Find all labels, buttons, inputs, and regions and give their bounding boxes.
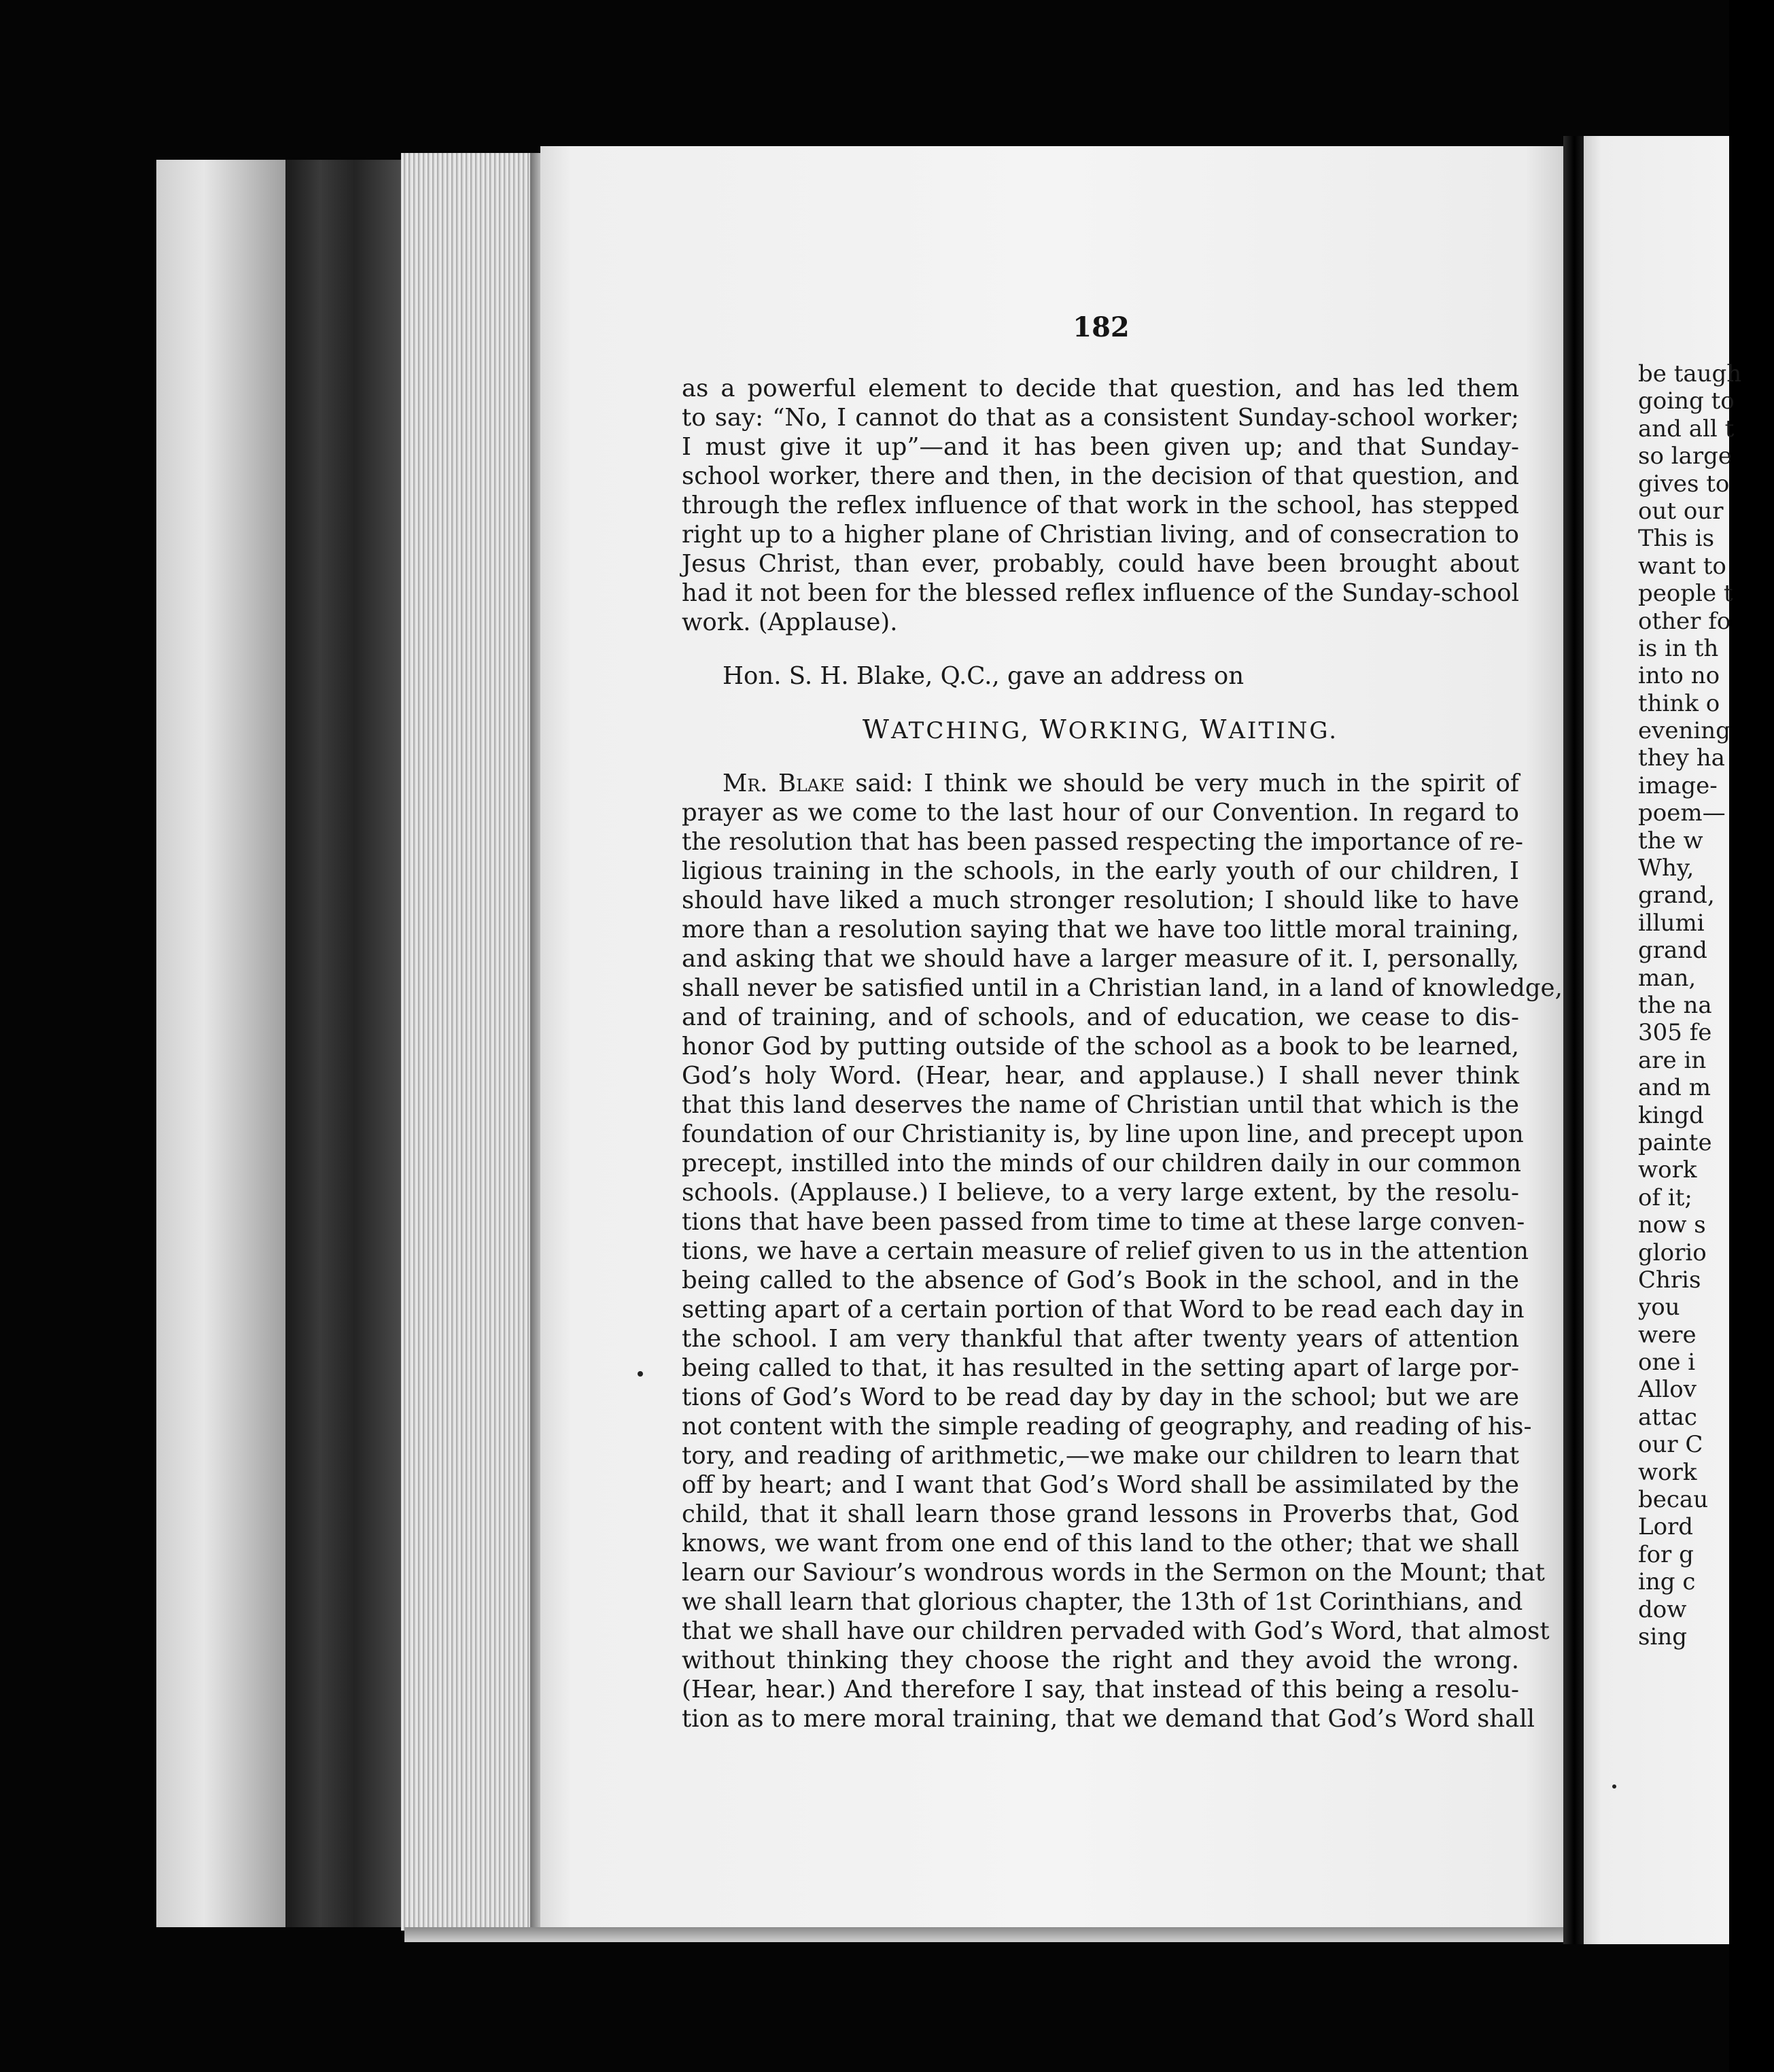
text-line: right up to a higher plane of Christian living, and of consecration to <box>682 521 1519 549</box>
speaker-said: said: I think we should be very much in the spirit of <box>855 770 1519 797</box>
text-line: foundation of our Christianity is, by line upon line, and precept upon <box>682 1120 1524 1148</box>
facing-page-line: ing c <box>1638 1568 1696 1596</box>
facing-page-line: This is <box>1638 525 1715 553</box>
text-line: learn our Saviour’s wondrous words in the Sermon on the Mount; that <box>682 1559 1545 1587</box>
facing-page-line: image- <box>1638 772 1718 799</box>
facing-page-line: Why, <box>1638 854 1694 882</box>
text-line: setting apart of a certain portion of that Word to be read each day in <box>682 1296 1525 1324</box>
facing-page-line: and m <box>1638 1074 1711 1102</box>
section-heading-text: WATCHING, WORKING, WAITING. <box>862 714 1339 744</box>
book-cover-edge <box>156 160 292 1927</box>
facing-page-line: were <box>1638 1321 1697 1349</box>
text-line: precept, instilled into the minds of our children daily in our common <box>682 1150 1521 1177</box>
text-line: the resolution that has been passed respecting the importance of re- <box>682 828 1524 856</box>
facing-page-line: grand <box>1638 937 1707 965</box>
text-line: being called to that, it has resulted in the setting apart of large por- <box>682 1354 1519 1382</box>
spacer <box>682 744 1519 769</box>
text-line: had it not been for the blessed reflex influence of the Sunday-school <box>682 579 1519 607</box>
paragraph-1 <box>682 374 1519 637</box>
facing-page-line: kingd <box>1638 1101 1704 1129</box>
paragraph-2 <box>682 798 1563 1733</box>
speaker-name: Mr. Blake <box>723 770 845 797</box>
text-line: I must give it up”—and it has been given up; and that Sunday- <box>682 433 1519 461</box>
facing-page-line: for g <box>1638 1540 1694 1568</box>
facing-page-line: Chris <box>1638 1266 1701 1294</box>
facing-page-line: painte <box>1638 1128 1712 1156</box>
facing-page-line: gives to <box>1638 470 1730 498</box>
facing-page-line: out our <box>1638 497 1724 525</box>
facing-page-line: our C <box>1638 1431 1703 1459</box>
text-line: prayer as we come to the last hour of our Convention. In regard to <box>682 799 1519 827</box>
text-line: (Hear, hear.) And therefore I say, that instead of this being a resolu- <box>682 1676 1519 1704</box>
intro-line: Hon. S. H. Blake, Q.C., gave an address on <box>723 662 1245 690</box>
facing-page-line: people t <box>1638 580 1733 608</box>
facing-page-line: grand, <box>1638 882 1715 910</box>
facing-page-line: glorio <box>1638 1239 1707 1266</box>
page-body <box>682 374 1563 1733</box>
facing-page-line: Allov <box>1638 1376 1697 1404</box>
text-line: knows, we want from one end of this land to the other; that we shall <box>682 1530 1519 1557</box>
facing-page-line: work <box>1638 1458 1697 1486</box>
facing-page-line: other fo <box>1638 607 1731 635</box>
text-line: honor God by putting outside of the school as a book to be learned, <box>682 1033 1519 1060</box>
text-line: tions, we have a certain measure of relief given to us in the attention <box>682 1237 1529 1265</box>
text-line: we shall learn that glorious chapter, the 13th of 1st Corinthians, and <box>682 1588 1523 1616</box>
text-line: tions that have been passed from time to time at these large conven- <box>682 1208 1525 1236</box>
speck <box>1612 1784 1616 1789</box>
facing-page-line: are in <box>1638 1046 1707 1074</box>
text-line: and of training, and of schools, and of education, we cease to dis- <box>682 1003 1519 1031</box>
text-line: school worker, there and then, in the decision of that question, and <box>682 462 1519 490</box>
facing-page-line: 305 fe <box>1638 1019 1712 1047</box>
text-line: off by heart; and I want that God’s Word shall be assimilated by the <box>682 1471 1519 1499</box>
facing-page-line: man, <box>1638 964 1697 992</box>
text-line: work. (Applause). <box>682 608 898 636</box>
text-line: not content with the simple reading of geography, and reading of his- <box>682 1413 1532 1440</box>
facing-page-line: the na <box>1638 991 1712 1019</box>
spacer <box>682 637 1519 661</box>
text-line: schools. (Applause.) I believe, to a very large extent, by the resolu- <box>682 1179 1519 1207</box>
text-line: to say: “No, I cannot do that as a consistent Sunday-school worker; <box>682 404 1519 432</box>
text-line: God’s holy Word. (Hear, hear, and applause.) I shall never think <box>682 1062 1519 1090</box>
facing-page-line: you <box>1638 1294 1680 1322</box>
facing-page-line: and all t <box>1638 415 1735 443</box>
page-number: 182 <box>1073 311 1130 343</box>
facing-page-line: attac <box>1638 1403 1697 1431</box>
book-spine <box>285 160 401 1927</box>
spacer <box>682 691 1519 715</box>
facing-page-line: Lord <box>1638 1513 1694 1541</box>
text-line: should have liked a much stronger resolution; I should like to have <box>682 886 1519 914</box>
text-line: without thinking they choose the right and they avoid the wrong. <box>682 1646 1519 1674</box>
text-line: tions of God’s Word to be read day by day in the school; but we are <box>682 1383 1519 1411</box>
text-line: more than a resolution saying that we have too little moral training, <box>682 916 1519 944</box>
facing-page-line: the w <box>1638 827 1703 854</box>
text-line: that we shall have our children pervaded with God’s Word, that almost <box>682 1617 1550 1645</box>
text-line: being called to the absence of God’s Book in the school, and in the <box>682 1266 1519 1294</box>
facing-page-line: is in th <box>1638 634 1719 662</box>
speck <box>638 1371 643 1377</box>
facing-page-line: dow <box>1638 1595 1687 1623</box>
facing-page-text <box>1638 360 1774 1651</box>
facing-page-line: of it; <box>1638 1184 1692 1211</box>
facing-page-line: think o <box>1638 689 1720 717</box>
facing-page-line: into no <box>1638 662 1720 690</box>
text-line: as a powerful element to decide that question, and has led them <box>682 375 1519 402</box>
text-line: child, that it shall learn those grand lessons in Proverbs that, God <box>682 1500 1519 1528</box>
facing-page-line: sing <box>1638 1623 1687 1651</box>
book-gutter <box>1563 136 1585 1944</box>
page-bottom-edge <box>404 1927 1573 1942</box>
paragraph-2-first-line <box>682 769 1519 798</box>
facing-page-line: they ha <box>1638 744 1725 772</box>
facing-page-line: want to <box>1638 552 1726 580</box>
facing-page-line: work <box>1638 1156 1697 1184</box>
text-line: tory, and reading of arithmetic,—we make our children to learn that <box>682 1442 1519 1470</box>
text-line: tion as to mere moral training, that we demand that God’s Word shall <box>682 1705 1535 1733</box>
facing-page-line: one i <box>1638 1349 1696 1377</box>
text-line: the school. I am very thankful that after twenty years of attention <box>682 1325 1519 1353</box>
facing-page-line: going to <box>1638 387 1735 415</box>
facing-page-line: so large <box>1638 443 1733 470</box>
facing-page-line: now s <box>1638 1211 1706 1239</box>
facing-page-line: becau <box>1638 1486 1709 1514</box>
facing-page-line: illumi <box>1638 909 1705 937</box>
facing-page-line: poem— <box>1638 799 1726 827</box>
text-line: Jesus Christ, than ever, probably, could have been brought about <box>682 550 1519 578</box>
text-line: through the reflex influence of that work in the school, has stepped <box>682 491 1519 519</box>
text-line: and asking that we should have a larger measure of it. I, personally, <box>682 945 1519 973</box>
text-line: that this land deserves the name of Christian until that which is the <box>682 1091 1519 1119</box>
facing-page-line: evening <box>1638 717 1730 745</box>
facing-page-line: be taugh <box>1638 360 1742 387</box>
text-line: shall never be satisfied until in a Christian land, in a land of knowledge, <box>682 974 1563 1002</box>
text-line: ligious training in the schools, in the early youth of our children, I <box>682 857 1519 885</box>
section-heading <box>682 715 1519 744</box>
page-stack-edges <box>401 153 537 1931</box>
